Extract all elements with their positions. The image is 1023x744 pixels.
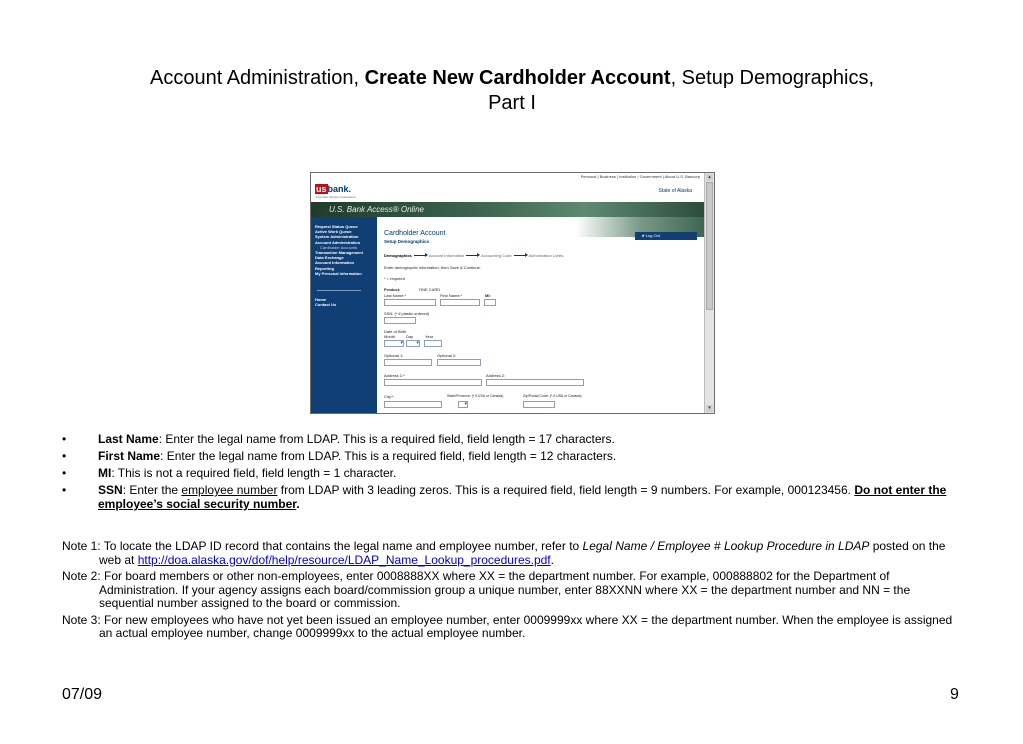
bullet-text: from LDAP with 3 leading zeros. This is a required field, field length = 9 numbers. For example, 000123456. (277, 483, 855, 497)
state-label: State of Alaska (658, 188, 692, 194)
title-suffix: , Setup Demographics, (670, 67, 874, 89)
optional2-label: Optional 2: (437, 353, 457, 358)
bullet-text: : This is not a required field, field length = 1 character. (111, 466, 397, 480)
bullet-dot: • (62, 466, 67, 480)
step-demographics: Demographics (384, 253, 412, 258)
bullet-dot: • (62, 432, 67, 446)
logo-us: us (316, 184, 327, 194)
top-nav: Personal | Business | Institution / Government | About U.S. Bancorp (580, 174, 700, 179)
bullet-label: Last Name (98, 432, 159, 446)
product-value: ONE CARD (419, 287, 441, 292)
note-3: Note 3: For new employees who have not yet been issued an employee number, enter 0009999xx where XX = the department number. When the employee is assigned an actual employee number, change 0009999xx to the actual employee number. (62, 612, 953, 640)
required-note: * = required (384, 276, 405, 281)
dob-day-select[interactable] (406, 340, 420, 347)
page-subheading: Setup Demographics (384, 239, 430, 244)
bullet-label: SSN (98, 483, 123, 497)
note1-text: Note 1: To locate the LDAP ID record that contains the legal name and employee number, refer to (62, 539, 583, 553)
first-name-label: First Name:* (440, 293, 463, 298)
ssn-warning: Do not enter the employee’s social security number (98, 483, 947, 511)
title-bold: Create New Cardholder Account (364, 67, 671, 89)
title-prefix: Account Administration, (150, 67, 365, 89)
slide-title (60, 66, 964, 116)
arrow-icon (514, 255, 526, 256)
ssn-input[interactable] (384, 317, 416, 324)
sidebar (311, 217, 377, 413)
usbank-logo (315, 184, 351, 194)
employee-number-emphasis: employee number (181, 483, 278, 497)
scroll-thumb[interactable] (706, 182, 713, 310)
mi-input[interactable] (484, 299, 496, 306)
dob-month-label: Month (384, 334, 396, 339)
last-name-input[interactable] (384, 299, 436, 306)
page-heading: Cardholder Account (384, 230, 446, 237)
note-1 (62, 540, 962, 567)
sidebar-item-my-personal-information[interactable]: My Personal Information (315, 270, 362, 276)
bullet-label: First Name (98, 449, 161, 463)
sidebar-item-contact-us[interactable]: Contact Us (315, 302, 337, 308)
sidebar-item-account-information[interactable]: Account Information (315, 260, 355, 266)
scroll-up-icon[interactable]: ▴ (706, 174, 713, 181)
title-line-2: Part I (488, 92, 536, 114)
step-account-information: Account Information (428, 253, 465, 258)
ldap-procedure-link[interactable]: http://doa.alaska.gov/dof/help/resource/LDAP_Name_Lookup_procedures.pdf (137, 552, 551, 567)
dob-year-label: Year (425, 334, 434, 339)
note1-text-2: posted on the web at (99, 539, 946, 567)
instruction-text: Enter demographic information, then Save & Continue. (384, 265, 481, 270)
sidebar-item-home[interactable]: Home (315, 297, 327, 303)
sidebar-item-cardholder-accounts[interactable]: Cardholder Accounts (320, 244, 358, 250)
mi-label: MI: (485, 293, 491, 298)
sidebar-item-account-administration[interactable]: Account Administration (315, 239, 361, 245)
last-name-label: Last Name:* (384, 293, 407, 298)
dob-label: Date of Birth (384, 329, 407, 334)
bullet-dot: • (62, 449, 67, 463)
progress-steps (384, 253, 563, 258)
step-authorization-limits: Authorization Limits (528, 253, 564, 258)
bullet-text: : Enter the legal name from LDAP. This is a required field, field length = 12 characters. (160, 449, 617, 463)
logout-button[interactable]: ★ Log Out (635, 232, 697, 240)
note-2: Note 2: For board members or other non-employees, enter 0008888XX where XX = the department number. For example, 000888802 for the Department of Administration. If your agency assigns each board/commission group a unique number, enter 88XXNN where XX = the department number and NN = the sequential number assigned to the board or commission. (62, 569, 911, 610)
optional1-label: Optional 1: (384, 353, 404, 358)
bullet-first-name (62, 449, 982, 463)
ssn-label: SSN: (* if plastic ordered) (384, 311, 430, 316)
optional1-input[interactable] (384, 359, 432, 366)
logo-tagline: Five Star Service Guaranteed (316, 195, 356, 199)
title-line-1 (60, 66, 964, 91)
footer-date: 07/09 (62, 686, 103, 703)
bullet-end: . (296, 497, 300, 511)
bullet-mi (62, 466, 982, 480)
page-number: 9 (950, 686, 959, 703)
dob-day-label: Day (406, 334, 414, 339)
zip-label: Zip/Postal Code: (* if USA or Canada) (523, 394, 582, 398)
address1-input[interactable] (384, 379, 482, 386)
sidebar-item-reporting[interactable]: Reporting (315, 265, 334, 271)
sidebar-divider (317, 290, 361, 291)
sidebar-item-data-exchange[interactable]: Data Exchange (315, 255, 344, 261)
note1-document-title: Legal Name / Employee # Lookup Procedure in LDAP (582, 539, 870, 553)
field-bullets (62, 432, 982, 514)
arrow-icon (466, 255, 478, 256)
optional2-input[interactable] (437, 359, 481, 366)
logo-bank: bank. (327, 184, 352, 194)
note1-end: . (550, 552, 554, 567)
notes (62, 540, 962, 644)
bullet-text: : Enter the (122, 483, 182, 497)
state-province-select[interactable] (458, 401, 468, 408)
sidebar-item-active-work-queue[interactable]: Active Work Queue (315, 229, 352, 235)
bullet-dot: • (62, 483, 67, 497)
bullet-ssn (62, 483, 982, 511)
state-province-label: State/Province: (* if USA or Canada) (447, 394, 504, 398)
embedded-screenshot (310, 172, 715, 414)
sidebar-item-request-status-queue[interactable]: Request Status Queue (315, 224, 358, 229)
city-label: City:* (384, 394, 394, 399)
first-name-input[interactable] (440, 299, 480, 306)
banner-text: U.S. Bank Access® Online (329, 205, 424, 214)
address2-input[interactable] (486, 379, 584, 386)
product-label: Product: (384, 287, 401, 292)
bullet-text: : Enter the legal name from LDAP. This is a required field, field length = 17 characters. (158, 432, 615, 446)
sidebar-item-system-administration[interactable]: System Administration (315, 234, 359, 240)
arrow-icon (414, 255, 426, 256)
sidebar-item-transaction-management[interactable]: Transaction Management (315, 250, 364, 256)
zip-input[interactable] (523, 401, 555, 408)
city-input[interactable] (384, 401, 442, 408)
access-online-banner (311, 202, 704, 217)
scrollbar[interactable] (704, 173, 714, 413)
address1-label: Address 1:* (384, 373, 405, 378)
bullet-label: MI (98, 466, 112, 480)
dob-year-input[interactable] (424, 340, 442, 347)
bullet-last-name (62, 432, 982, 446)
step-accounting-code: Accounting Code (481, 253, 512, 258)
scroll-down-icon[interactable]: ▾ (706, 405, 713, 412)
dob-month-select[interactable] (384, 340, 404, 347)
logout-label: Log Out (645, 233, 660, 238)
address2-label: Address 2: (486, 373, 506, 378)
